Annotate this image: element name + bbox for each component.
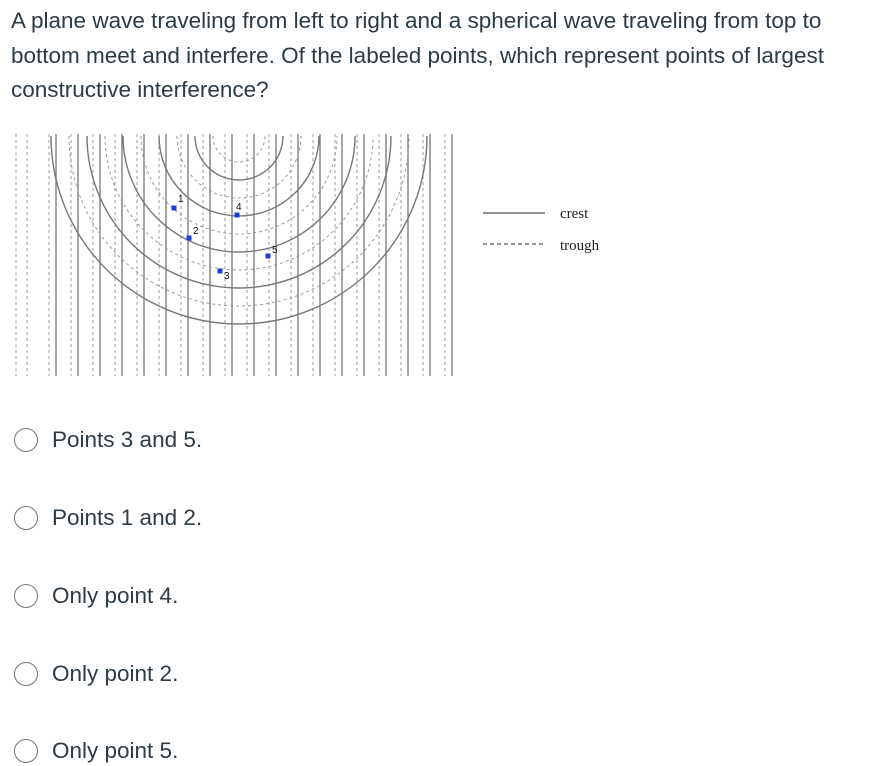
answer-option-3[interactable]	[14, 581, 178, 611]
radio-button[interactable]	[14, 428, 38, 452]
legend-crest-label: crest	[560, 206, 589, 222]
radio-button[interactable]	[14, 662, 38, 686]
answer-option-2[interactable]	[14, 503, 202, 533]
answer-option-label: Points 1 and 2.	[52, 505, 203, 530]
question-text: A plane wave traveling from left to right and a spherical wave traveling from top to bottom meet and interfere. Of the labeled points, which represent points of largest constructive interference?	[11, 8, 824, 102]
radio-button[interactable]	[14, 506, 38, 530]
radio-button[interactable]	[14, 739, 38, 763]
answer-option-5[interactable]	[14, 736, 178, 766]
legend-trough-label: trough	[560, 238, 600, 254]
radio-button[interactable]	[14, 584, 38, 608]
answer-option-label: Only point 2.	[52, 661, 179, 686]
point-label-2: 2	[193, 226, 199, 237]
answer-option-4[interactable]	[14, 659, 178, 689]
point-label-1: 1	[178, 194, 184, 205]
answer-option-1[interactable]	[14, 425, 202, 455]
answer-option-label: Only point 5.	[52, 738, 179, 763]
point-label-4: 4	[236, 202, 242, 213]
answer-option-label: Points 3 and 5.	[52, 427, 203, 452]
answer-option-label: Only point 4.	[52, 583, 179, 608]
point-label-3: 3	[224, 271, 230, 282]
point-label-5: 5	[272, 245, 278, 256]
